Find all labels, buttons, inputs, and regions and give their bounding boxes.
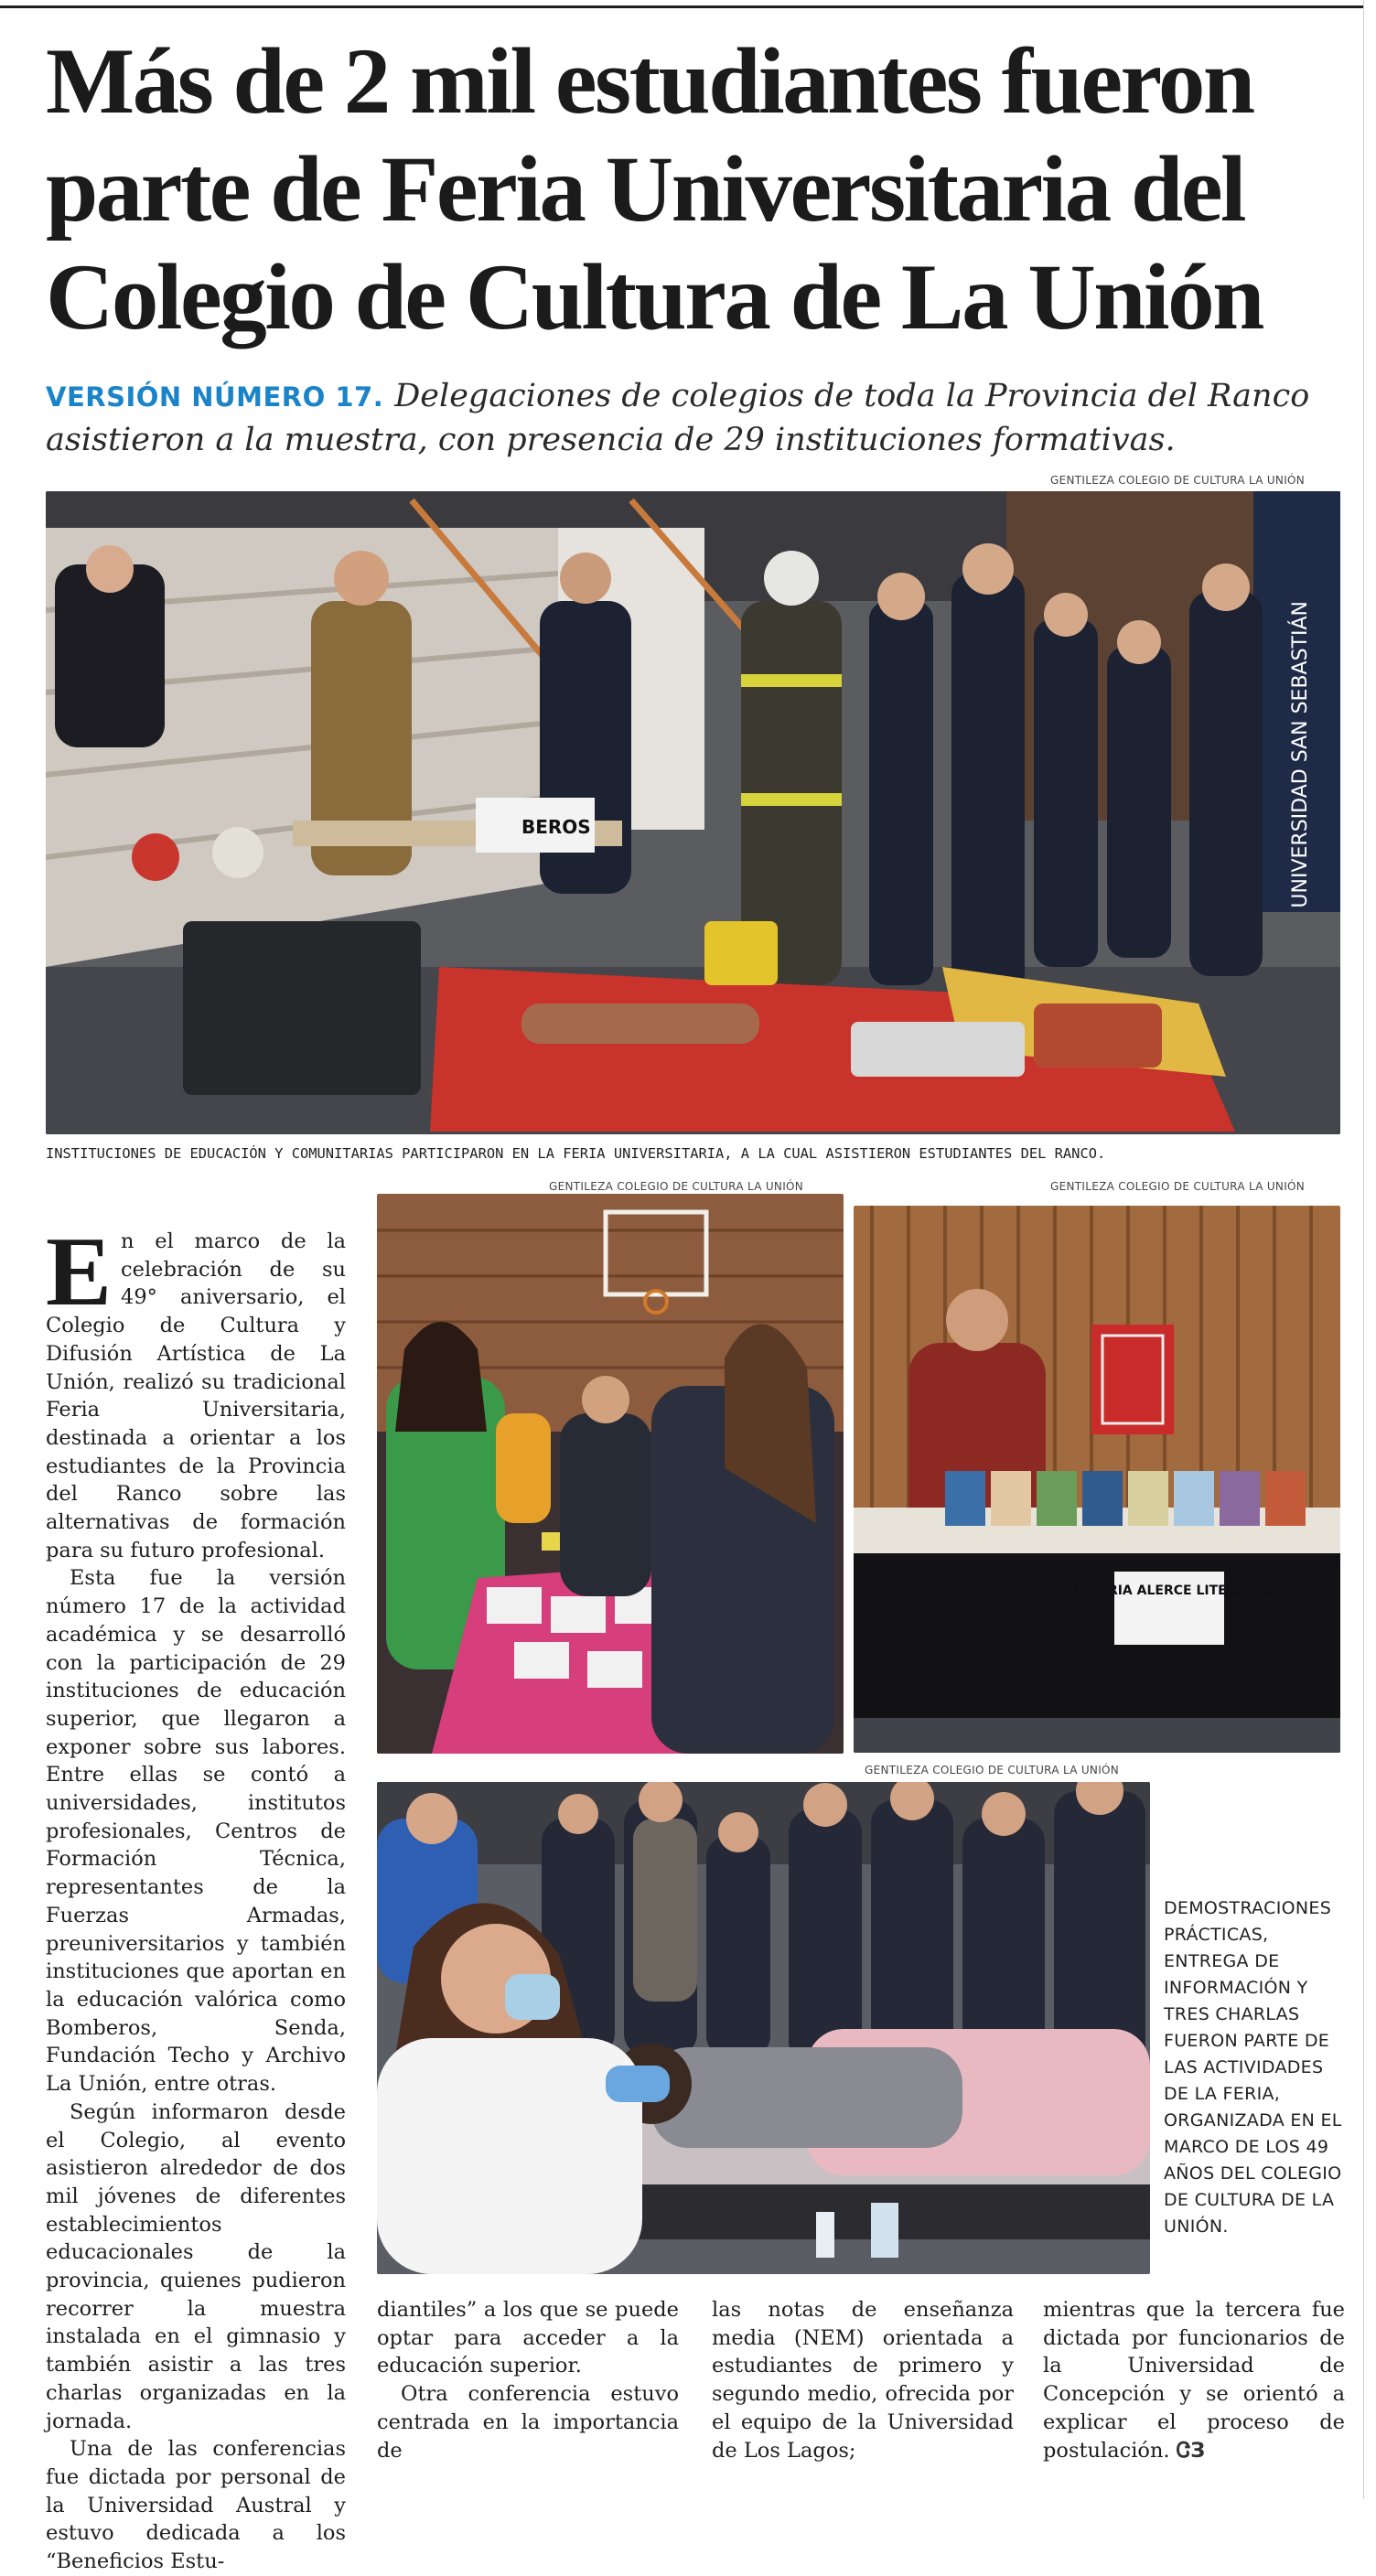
body-column-4 (1043, 2296, 1345, 2464)
main-photo-firefighters-stand (46, 491, 1340, 1134)
photo-students-at-stand (377, 1194, 844, 1754)
deck (46, 375, 1345, 462)
paragraph-4: Una de las conferencias fue dictada por personal de la Universidad Austral y estuvo dedicada a los “Beneficios Estu- (46, 2437, 346, 2574)
photo-first-aid-demonstration (377, 1782, 1150, 2274)
side-photo-caption: DEMOSTRACIONES PRÁCTICAS, ENTREGA DE INFORMACIÓN Y TRES CHARLAS FUERON PARTE DE LAS ACTIVIDADES DE LA FERIA, ORGANIZADA EN EL MARCO DE LOS 49 AÑOS DEL COLEGIO DE CULTURA DE LA UNIÓN. (1164, 1898, 1342, 2237)
sign-libreria: LIBRERIA ALERCE LITERARIO (1066, 1583, 1273, 1598)
kicker: VERSIÓN NÚMERO 17. (46, 381, 384, 413)
paragraph-8: mientras que la tercera fue dictada por funcionarios de la Universidad de Concepción y se orientó a explicar el proceso de postulación. ᏣЗ (1043, 2298, 1345, 2463)
photo-credit-bookstore: GENTILEZA COLEGIO DE CULTURA LA UNIÓN (1050, 1180, 1306, 1193)
end-mark: ᏣЗ (1176, 2438, 1206, 2463)
photo-credit-main: GENTILEZA COLEGIO DE CULTURA LA UNIÓN (1050, 474, 1306, 487)
university-banner: UNIVERSIDAD SAN SEBASTIÁN (1289, 601, 1312, 908)
paragraph-6: Otra conferencia estuvo centrada en la importancia de (377, 2382, 679, 2463)
headline: Más de 2 mil estudiantes fueron parte de Feria Universitaria del Colegio de Cultura de La Unión (46, 29, 1263, 349)
top-rule (0, 5, 1376, 8)
photo-credit-students: GENTILEZA COLEGIO DE CULTURA LA UNIÓN (549, 1180, 804, 1193)
photo-bookstore-stand (854, 1206, 1340, 1753)
paragraph-1: En el marco de la celebración de su 49° aniversario, el Colegio de Cultura y Difusión Artística de La Unión, realizó su tradicional Feria Universitaria, destinada a orientar a los estudiantes de la Provincia del Ranco sobre las alternativas de formación para su futuro profesional. (46, 1218, 346, 1562)
body-column-2 (377, 2296, 679, 2464)
paragraph-5: diantiles” a los que se puede optar para acceder a la educación superior. (377, 2298, 679, 2378)
sign-bomberos: BEROS (521, 816, 591, 838)
body-column-3 (712, 2296, 1014, 2464)
photo-credit-demo: GENTILEZA COLEGIO DE CULTURA LA UNIÓN (865, 1764, 1120, 1776)
main-photo-caption: INSTITUCIONES DE EDUCACIÓN Y COMUNITARIAS PARTICIPARON EN LA FERIA UNIVERSITARIA, A LA CUAL ASISTIERON ESTUDIANTES DEL RANCO. (46, 1145, 1106, 1162)
adjacent-page-edge (1363, 0, 1376, 2499)
paragraph-3: Según informaron desde el Colegio, al evento asistieron alrededor de dos mil jóvenes de diferentes establecimientos educacionales de la provincia, quienes pudieron recorrer la muestra instalada en el gimnasio y también asistir a las tres charlas organizadas en la jornada. (46, 2099, 346, 2433)
deck-text: Delegaciones de colegios de toda la Provincia del Ranco asistieron a la muestra, con presencia de 29 instituciones formativas. (46, 378, 1310, 458)
paragraph-7: las notas de enseñanza media (NEM) orientada a estudiantes de primero y segundo medio, ofrecida por el equipo de la Universidad de Los Lagos; (712, 2298, 1014, 2463)
body-column-1 (46, 1218, 346, 2576)
drop-cap: E (46, 1218, 113, 1326)
paragraph-2: Esta fue la versión número 17 de la actividad académica y se desarrolló con la participación de 29 instituciones de educación superior, que llegaron a exponer sobre sus labores. Entre ellas se contó a universidades, institutos profesionales, Centros de Formación Técnica, representantes de la Fuerzas Armadas, preuniversitarios y también instituciones que aportan en la educación valórica como Bomberos, Senda, Fundación Techo y Archivo La Unión, entre otras. (46, 1566, 346, 2097)
